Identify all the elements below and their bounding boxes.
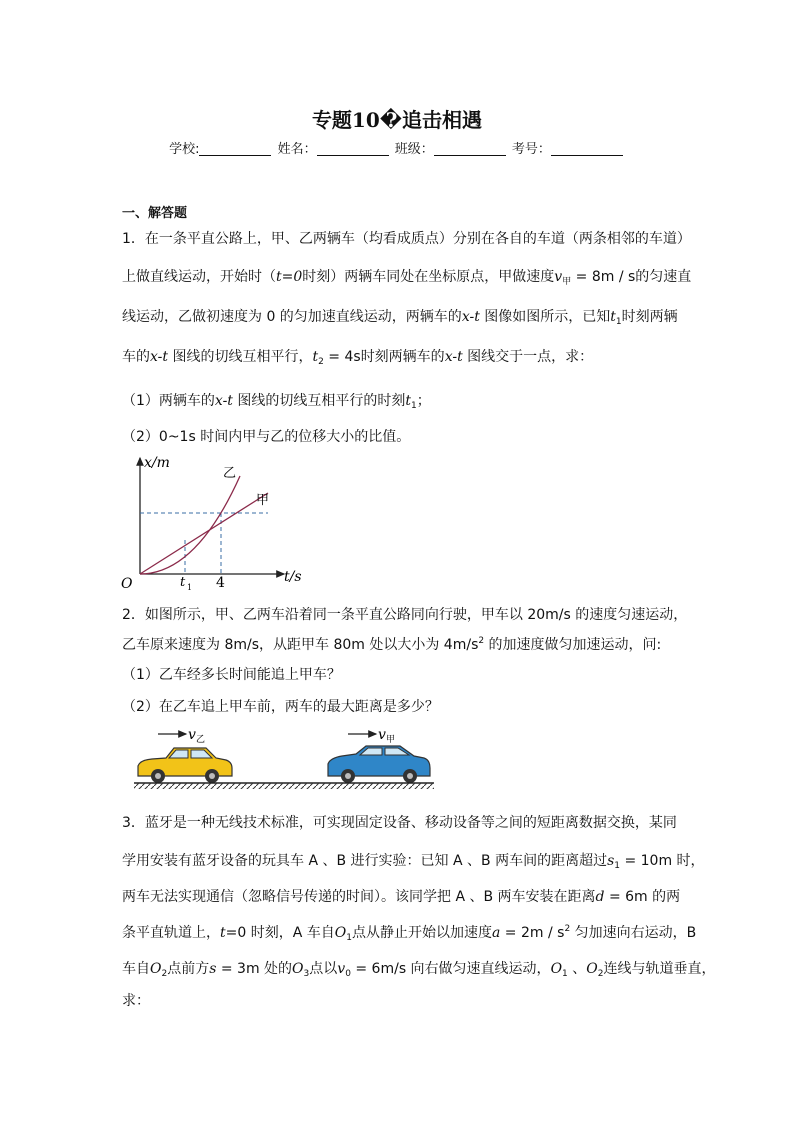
q3-line-5: 车自$O_2$点前方s = 3m 处的$O_3$点以$v_0 = 6m/s$ 向右做匀速直线运动，$O_1$ 、$O_2$连线与轨道垂直， [122, 961, 716, 979]
q3-line-1: 3．蓝牙是一种无线技术标准，可实现固定设备、移动设备等之间的短距离数据交换，某同 [122, 815, 677, 831]
q3-line-6: 求： [122, 993, 150, 1009]
q2-part-1: （1）乙车经多长时间能追上甲车？ [122, 667, 341, 683]
v-yi-subscript: 乙 [196, 735, 206, 745]
school-label: 学校: [169, 142, 200, 157]
q1-line-1: 1．在一条平直公路上，甲、乙两辆车（均看成质点）分别在各自的车道（两条相邻的车道） [122, 231, 691, 247]
series-yi-label: 乙 [223, 466, 237, 481]
q3-line-4: 条平直轨道上，t=0 时刻，A 车自$O_1$点从静止开始以加速度$a = 2m / s^2$ 匀加速向右运动，B [122, 924, 697, 943]
y-axis-label: x/m [144, 455, 170, 471]
cars-figure [130, 720, 440, 792]
road-hatch [134, 783, 434, 789]
series-yi-curve [140, 476, 240, 574]
x-axis-label: t/s [284, 569, 302, 585]
name-label: 姓名： [277, 142, 317, 157]
class-field[interactable] [434, 141, 506, 156]
section-heading: 一、解答题 [122, 206, 188, 221]
q1-line-3: 线运动，乙做初速度为 0 的匀加速直线运动，两辆车的x-t 图像如图所示，已知$t_1$时刻两辆 [122, 309, 678, 327]
number-field[interactable] [551, 141, 623, 156]
name-field[interactable] [317, 141, 389, 156]
car-jia [328, 746, 430, 783]
tick-t1-label: t [180, 575, 186, 590]
q1-line-2: 上做直线运动，开始时（t=0时刻）两辆车同处在坐标原点，甲做速度$v_甲 = 8m / s$的匀速直 [122, 269, 692, 287]
q1-line-4: 车的x-t 图线的切线互相平行，$t_2 = 4s$时刻两辆车的x-t 图线交于一点，求： [122, 349, 594, 367]
series-jia-label: 甲 [256, 493, 270, 508]
school-field[interactable] [199, 141, 271, 156]
v-jia-subscript: 甲 [386, 735, 396, 745]
tick-t1-subscript: 1 [187, 583, 193, 592]
q1-part-2: （2）0~1s 时间内甲与乙的位移大小的比值。 [122, 429, 411, 445]
xt-graph [118, 450, 318, 598]
q2-part-2: （2）在乙车追上甲车前，两车的最大距离是多少？ [122, 699, 439, 715]
series-jia-line [140, 493, 268, 574]
q3-line-3: 两车无法实现通信（忽略信号传递的时间）。该同学把 A 、B 两车安装在距离d = 6m 的两 [122, 889, 681, 905]
v-yi-label: v [188, 727, 196, 743]
v-jia-label: v [378, 727, 386, 743]
q1-part-1: （1）两辆车的x-t 图线的切线互相平行的时刻$t_1$； [122, 393, 431, 411]
q2-line-2: 乙车原来速度为 8m/s，从距甲车 80m 处以大小为 $4m/s^2$ 的加速度做匀加速运动，问: [122, 636, 662, 653]
student-info-line [0, 138, 794, 157]
q2-line-1: 2．如图所示，甲、乙两车沿着同一条平直公路同向行驶，甲车以 20m/s 的速度匀速运动， [122, 607, 688, 623]
number-label: 考号： [511, 142, 551, 157]
q3-line-2: 学用安装有蓝牙设备的玩具车 A 、B 进行实验：已知 A 、B 两车间的距离超过$s_1 = 10m$ 时， [122, 853, 705, 871]
origin-label: O [121, 576, 133, 592]
page-title: 专题10�追击相遇 [311, 108, 483, 132]
car-yi [138, 748, 232, 783]
tick-4-label: 4 [216, 575, 225, 591]
class-label: 班级： [394, 142, 434, 157]
